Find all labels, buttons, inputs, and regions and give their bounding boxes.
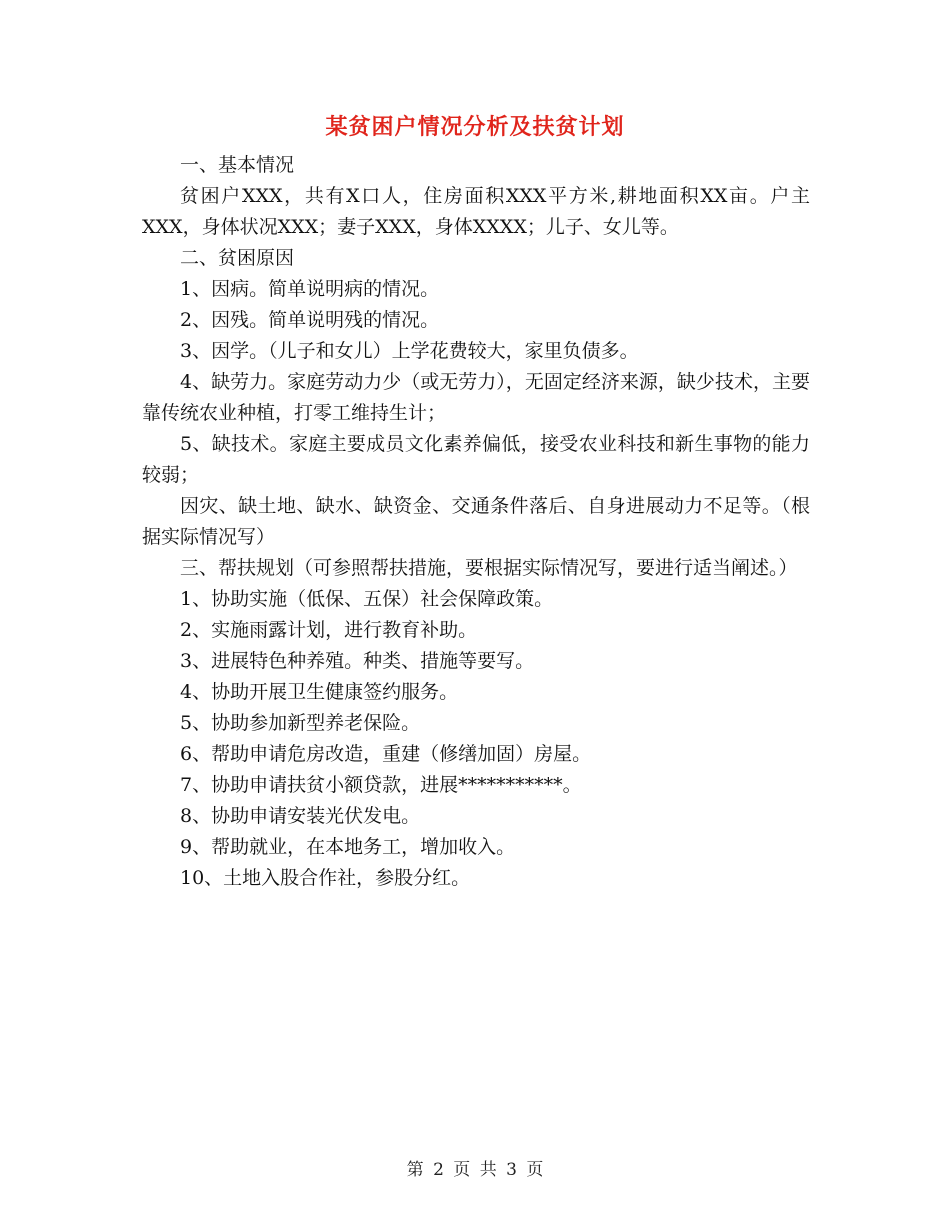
list-item: 2、因残。简单说明残的情况。 — [180, 309, 440, 331]
list-item: 2、实施雨露计划，进行教育补助。 — [180, 619, 478, 641]
list-item: 1、协助实施（低保、五保）社会保障政策。 — [180, 588, 554, 610]
list-item: 7、协助申请扶贫小额贷款，进展***********。 — [180, 774, 582, 796]
list-item: 9、帮助就业，在本地务工，增加收入。 — [180, 836, 516, 858]
section-heading-assistance-plan: 三、帮扶规划（可参照帮扶措施，要根据实际情况写，要进行适当阐述。） — [180, 557, 798, 579]
list-item: 3、进展特色种养殖。种类、措施等要写。 — [180, 650, 535, 672]
list-item: 4、协助开展卫生健康签约服务。 — [180, 681, 459, 703]
list-item: 5、缺技术。家庭主要成员文化素养偏低，接受农业科技和新生事物的能力较弱； — [142, 433, 810, 486]
section-heading-basic-info: 一、基本情况 — [180, 154, 295, 176]
document-body — [142, 150, 810, 894]
document-title: 某贫困户情况分析及扶贫计划 — [325, 114, 625, 140]
page-number-footer: 第 2 页 共 3 页 — [406, 1160, 544, 1180]
list-item: 3、因学。（儿子和女儿）上学花费较大，家里负债多。 — [180, 340, 639, 362]
list-item: 8、协助申请安装光伏发电。 — [180, 805, 421, 827]
paragraph: 贫困户XXX，共有X口人，住房面积XXX平方米,耕地面积XX亩。户主XXX，身体状况XXX；妻子XXX，身体XXXX；儿子、女儿等。 — [142, 185, 810, 238]
list-item: 10、土地入股合作社，参股分红。 — [180, 867, 471, 889]
list-item: 4、缺劳力。家庭劳动力少（或无劳力），无固定经济来源，缺少技术，主要靠传统农业种植，打零工维持生计； — [142, 371, 810, 424]
list-item: 6、帮助申请危房改造，重建（修缮加固）房屋。 — [180, 743, 592, 765]
list-item: 1、因病。简单说明病的情况。 — [180, 278, 440, 300]
list-item: 5、协助参加新型养老保险。 — [180, 712, 421, 734]
paragraph: 因灾、缺土地、缺水、缺资金、交通条件落后、自身进展动力不足等。（根据实际情况写） — [142, 495, 810, 548]
section-heading-poverty-causes: 二、贫困原因 — [180, 247, 295, 269]
